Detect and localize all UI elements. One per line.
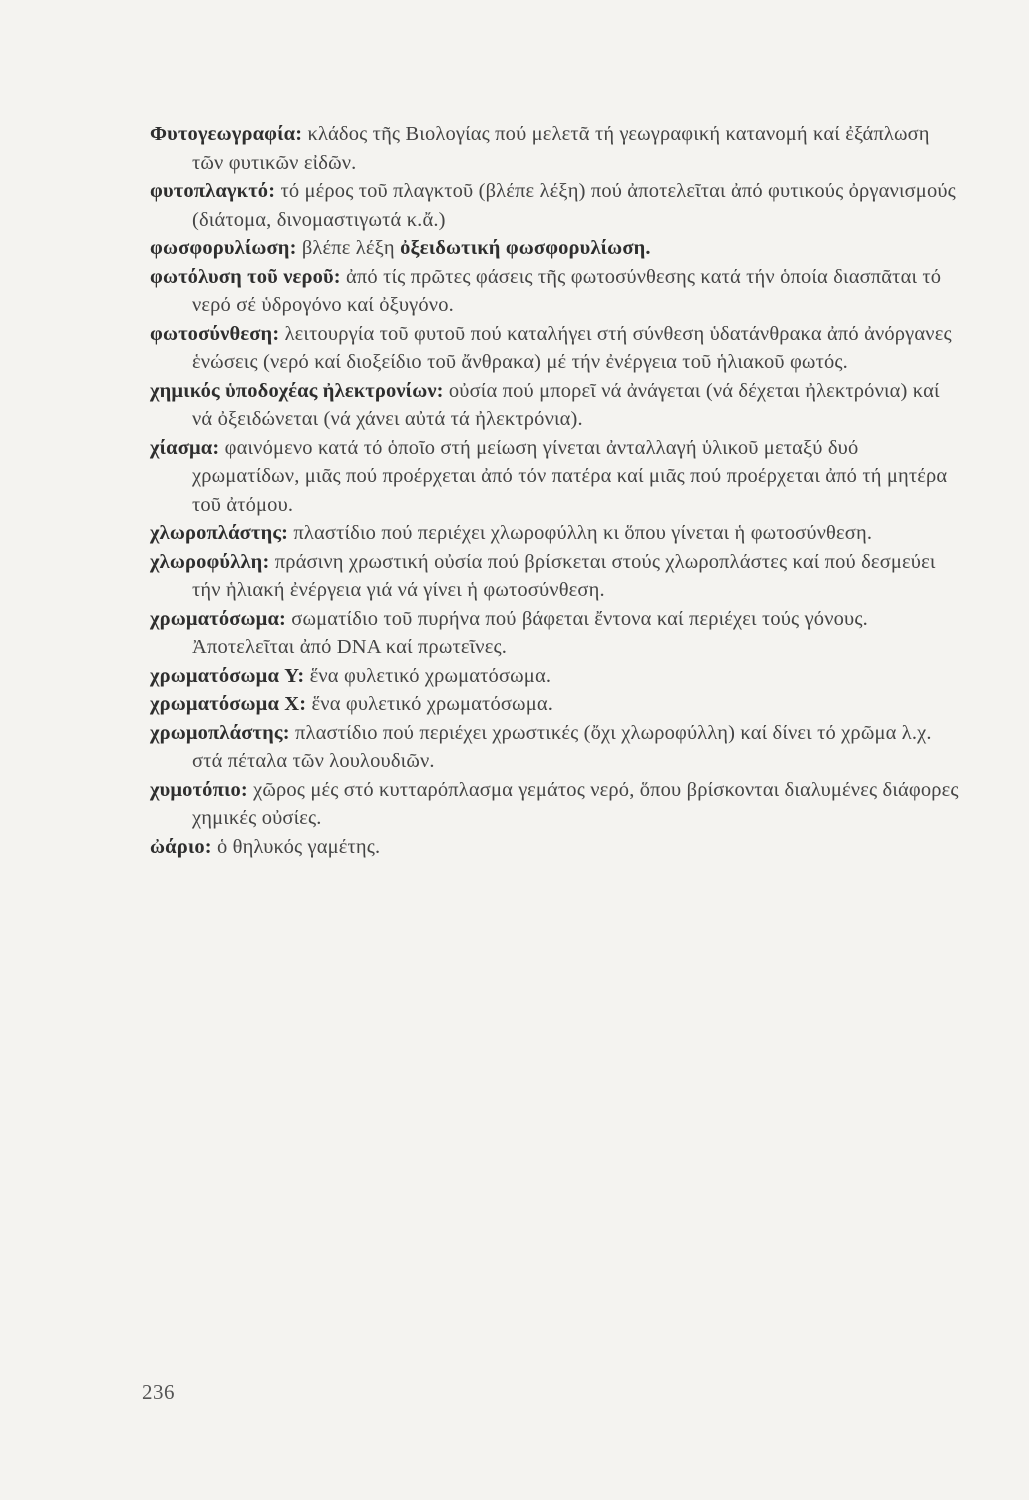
glossary-entry [150, 177, 960, 234]
glossary-term: φωσφορυλίωση: [150, 237, 297, 259]
glossary-entry [150, 320, 960, 377]
glossary-definition: οὐσία πού μπορεῖ νά ἀνάγεται (νά δέχεται ἠλεκτρόνια) καί νά ὀξειδώνεται (νά χάνει αὐτά τά ἠλεκτρόνια). [192, 379, 940, 430]
glossary-entry [150, 719, 960, 776]
glossary-definition: ἕνα φυλετικό χρωματόσωμα. [304, 664, 552, 687]
glossary-definition: πλαστίδιο πού περιέχει χλωροφύλλη κι ὅπου γίνεται ἡ φωτοσύνθεση. [288, 522, 873, 544]
glossary-entry [150, 833, 960, 862]
glossary-definition: βλέπε λέξη [296, 237, 401, 259]
glossary-term: χρωματόσωμα: [150, 607, 287, 630]
glossary-definition: χῶρος μές στό κυτταρόπλασμα γεμάτος νερό, ὅπου βρίσκονται διαλυμένες διάφορες χημικές οὐσίες. [192, 778, 959, 829]
glossary-term: χρωμοπλάστης: [150, 721, 290, 744]
glossary-term: φωτόλυση τοῦ νεροῦ: [150, 265, 341, 288]
glossary-definition: ἀπό τίς πρῶτες φάσεις τῆς φωτοσύνθεσης κατά τήν ὁποία διασπᾶται τό νερό σέ ὑδρογόνο καί ὀξυγόνο. [192, 265, 942, 316]
glossary-term: χλωροπλάστης: [150, 522, 289, 544]
glossary-entry [150, 377, 960, 434]
glossary-entry [150, 519, 960, 548]
glossary-term: Φυτογεωγραφία: [150, 123, 303, 145]
glossary-term: φωτοσύνθεση: [150, 322, 280, 345]
glossary-entry [150, 605, 960, 662]
glossary-cross-reference: ὀξειδωτική φωσφορυλίωση. [400, 237, 651, 259]
glossary-definition: ὁ θηλυκός γαμέτης. [211, 835, 381, 858]
glossary-entry [150, 548, 960, 605]
glossary-definition: πράσινη χρωστική οὐσία πού βρίσκεται στούς χλωροπλάστες καί πού δεσμεύει τήν ἡλιακή ἐνέργεια γιά νά γίνει ἡ φωτοσύνθεση. [192, 550, 936, 601]
glossary-entry [150, 263, 960, 320]
glossary-term: χρωματόσωμα X: [150, 693, 307, 715]
glossary-entry [150, 690, 960, 719]
glossary-term: χυμοτόπιο: [150, 778, 248, 801]
glossary-definition: πλαστίδιο πού περιέχει χρωστικές (ὄχι χλωροφύλλη) καί δίνει τό χρῶμα λ.χ. στά πέταλα τῶν λουλουδιῶν. [192, 721, 932, 772]
glossary-term: χλωροφύλλη: [150, 550, 270, 573]
glossary-entry [150, 234, 960, 263]
glossary-definition: σωματίδιο τοῦ πυρήνα πού βάφεται ἔντονα καί περιέχει τούς γόνους. Ἀποτελεῖται ἀπό DNA καί πρωτεῖνες. [192, 607, 868, 658]
glossary-definition: ἕνα φυλετικό χρωματόσωμα. [306, 693, 553, 715]
glossary-term: χρωματόσωμα Y: [150, 664, 305, 687]
glossary-entry [150, 662, 960, 691]
glossary-definition: φαινόμενο κατά τό ὁποῖο στή μείωση γίνεται ἀνταλλαγή ὑλικοῦ μεταξύ δυό χρωματίδων, μιᾶς πού προέρχεται ἀπό τόν πατέρα καί μιᾶς πού προέρχεται ἀπό τή μητέρα τοῦ ἀτόμου. [192, 436, 948, 516]
glossary-entry [150, 776, 960, 833]
glossary-term: ὠάριο: [150, 835, 212, 858]
glossary-definition: τό μέρος τοῦ πλαγκτοῦ (βλέπε λέξη) πού ἀποτελεῖται ἀπό φυτικούς ὀργανισμούς (διάτομα, δινομαστιγωτά κ.ἄ.) [192, 180, 956, 231]
glossary-term: χίασμα: [150, 436, 220, 459]
glossary-entry [150, 434, 960, 520]
glossary-definition: λειτουργία τοῦ φυτοῦ πού καταλήγει στή σύνθεση ὑδατάνθρακα ἀπό ἀνόργανες ἑνώσεις (νερό καί διοξείδιο τοῦ ἄνθρακα) μέ τήν ἐνέργεια τοῦ ἡλιακοῦ φωτός. [192, 322, 952, 373]
glossary-term: φυτοπλαγκτό: [150, 180, 276, 202]
page-number: 236 [142, 1380, 175, 1404]
glossary-term: χημικός ὑποδοχέας ἠλεκτρονίων: [150, 379, 444, 402]
glossary-entry [150, 120, 960, 177]
glossary-definition: κλάδος τῆς Βιολογίας πού μελετᾶ τή γεωγραφική κατανομή καί ἐξάπλωση τῶν φυτικῶν εἰδῶν. [192, 123, 930, 174]
glossary-list [150, 120, 960, 861]
